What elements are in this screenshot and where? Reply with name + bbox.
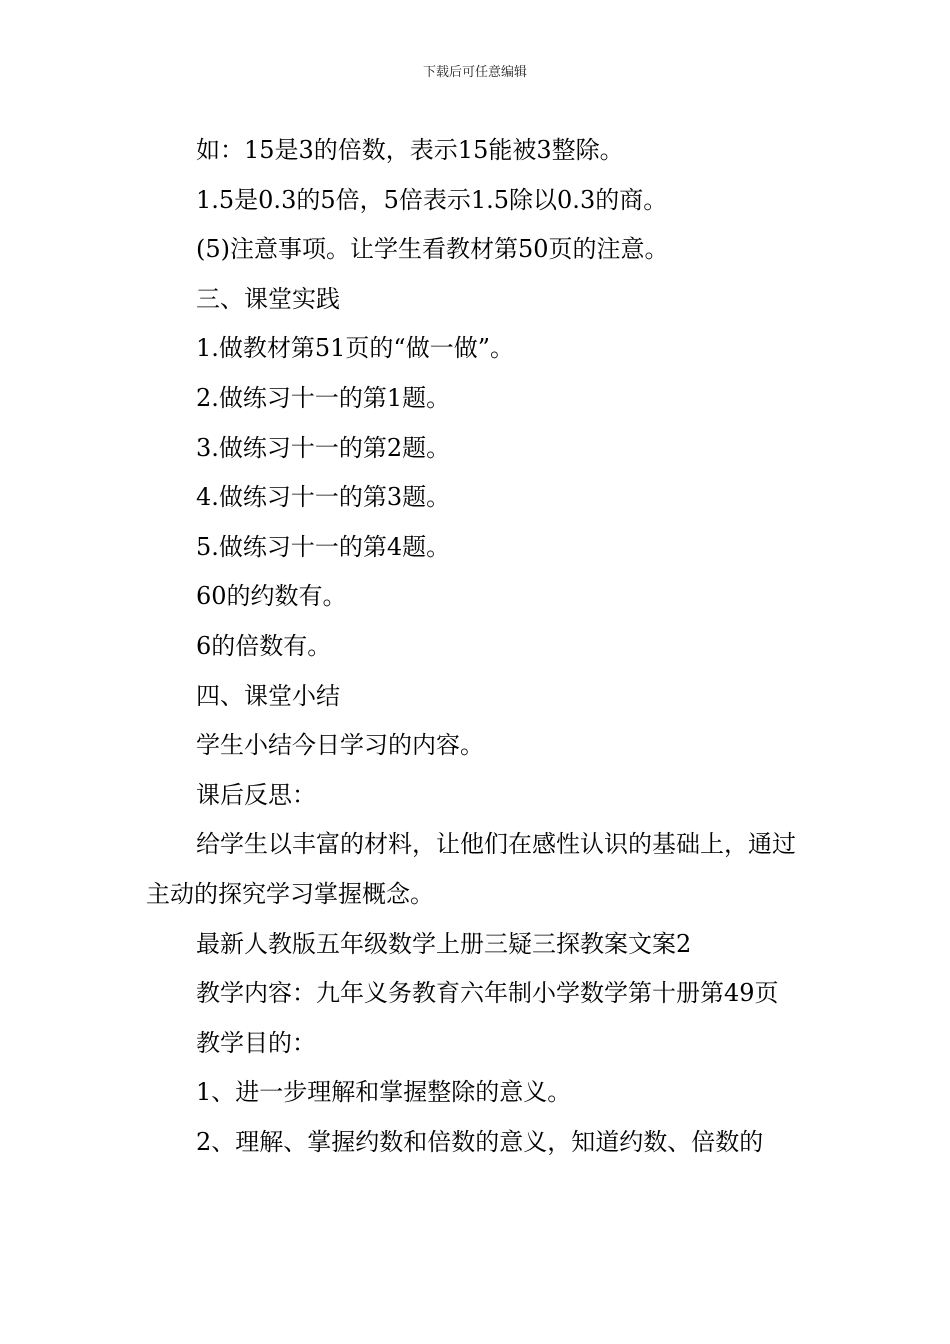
paragraph-summary: 学生小结今日学习的内容。 xyxy=(196,731,484,760)
document-body xyxy=(146,126,814,1167)
paragraph-lesson-title: 最新人教版五年级数学上册三疑三探教案文案2 xyxy=(196,929,692,958)
paragraph-example-times: 1.5是0.3的5倍，5倍表示1.5除以0.3的商。 xyxy=(196,185,668,214)
list-item-practice-3: 3.做练习十一的第2题。 xyxy=(196,433,451,462)
list-item-practice-5: 5.做练习十一的第4题。 xyxy=(196,532,451,561)
paragraph-teaching-content: 教学内容：九年义务教育六年制小学数学第十册第49页 xyxy=(196,979,779,1008)
section-heading-summary: 四、课堂小结 xyxy=(196,681,340,710)
paragraph-reflection: 给学生以丰富的材料，让他们在感性认识的基础上，通过主动的探究学习掌握概念。 xyxy=(146,830,796,908)
paragraph-example-multiple: 如：15是3的倍数，表示15能被3整除。 xyxy=(196,136,624,164)
paragraph-reflection-label: 课后反思： xyxy=(196,780,316,809)
list-item-practice-2: 2.做练习十一的第1题。 xyxy=(196,383,451,412)
paragraph-divisors-60: 60的约数有。 xyxy=(196,582,347,611)
paragraph-multiples-6: 6的倍数有。 xyxy=(196,631,332,660)
paragraph-notes: (5)注意事项。让学生看教材第50页的注意。 xyxy=(196,235,669,264)
paragraph-teaching-goals-label: 教学目的： xyxy=(196,1028,316,1057)
list-item-practice-4: 4.做练习十一的第3题。 xyxy=(196,483,451,512)
section-heading-practice: 三、课堂实践 xyxy=(196,284,340,313)
list-item-practice-1: 1.做教材第51页的“做一做”。 xyxy=(196,334,514,363)
list-item-goal-2: 2、理解、掌握约数和倍数的意义，知道约数、倍数的 xyxy=(196,1127,764,1156)
list-item-goal-1: 1、进一步理解和掌握整除的意义。 xyxy=(196,1078,572,1107)
page-header: 下载后可任意编辑 xyxy=(422,65,527,80)
